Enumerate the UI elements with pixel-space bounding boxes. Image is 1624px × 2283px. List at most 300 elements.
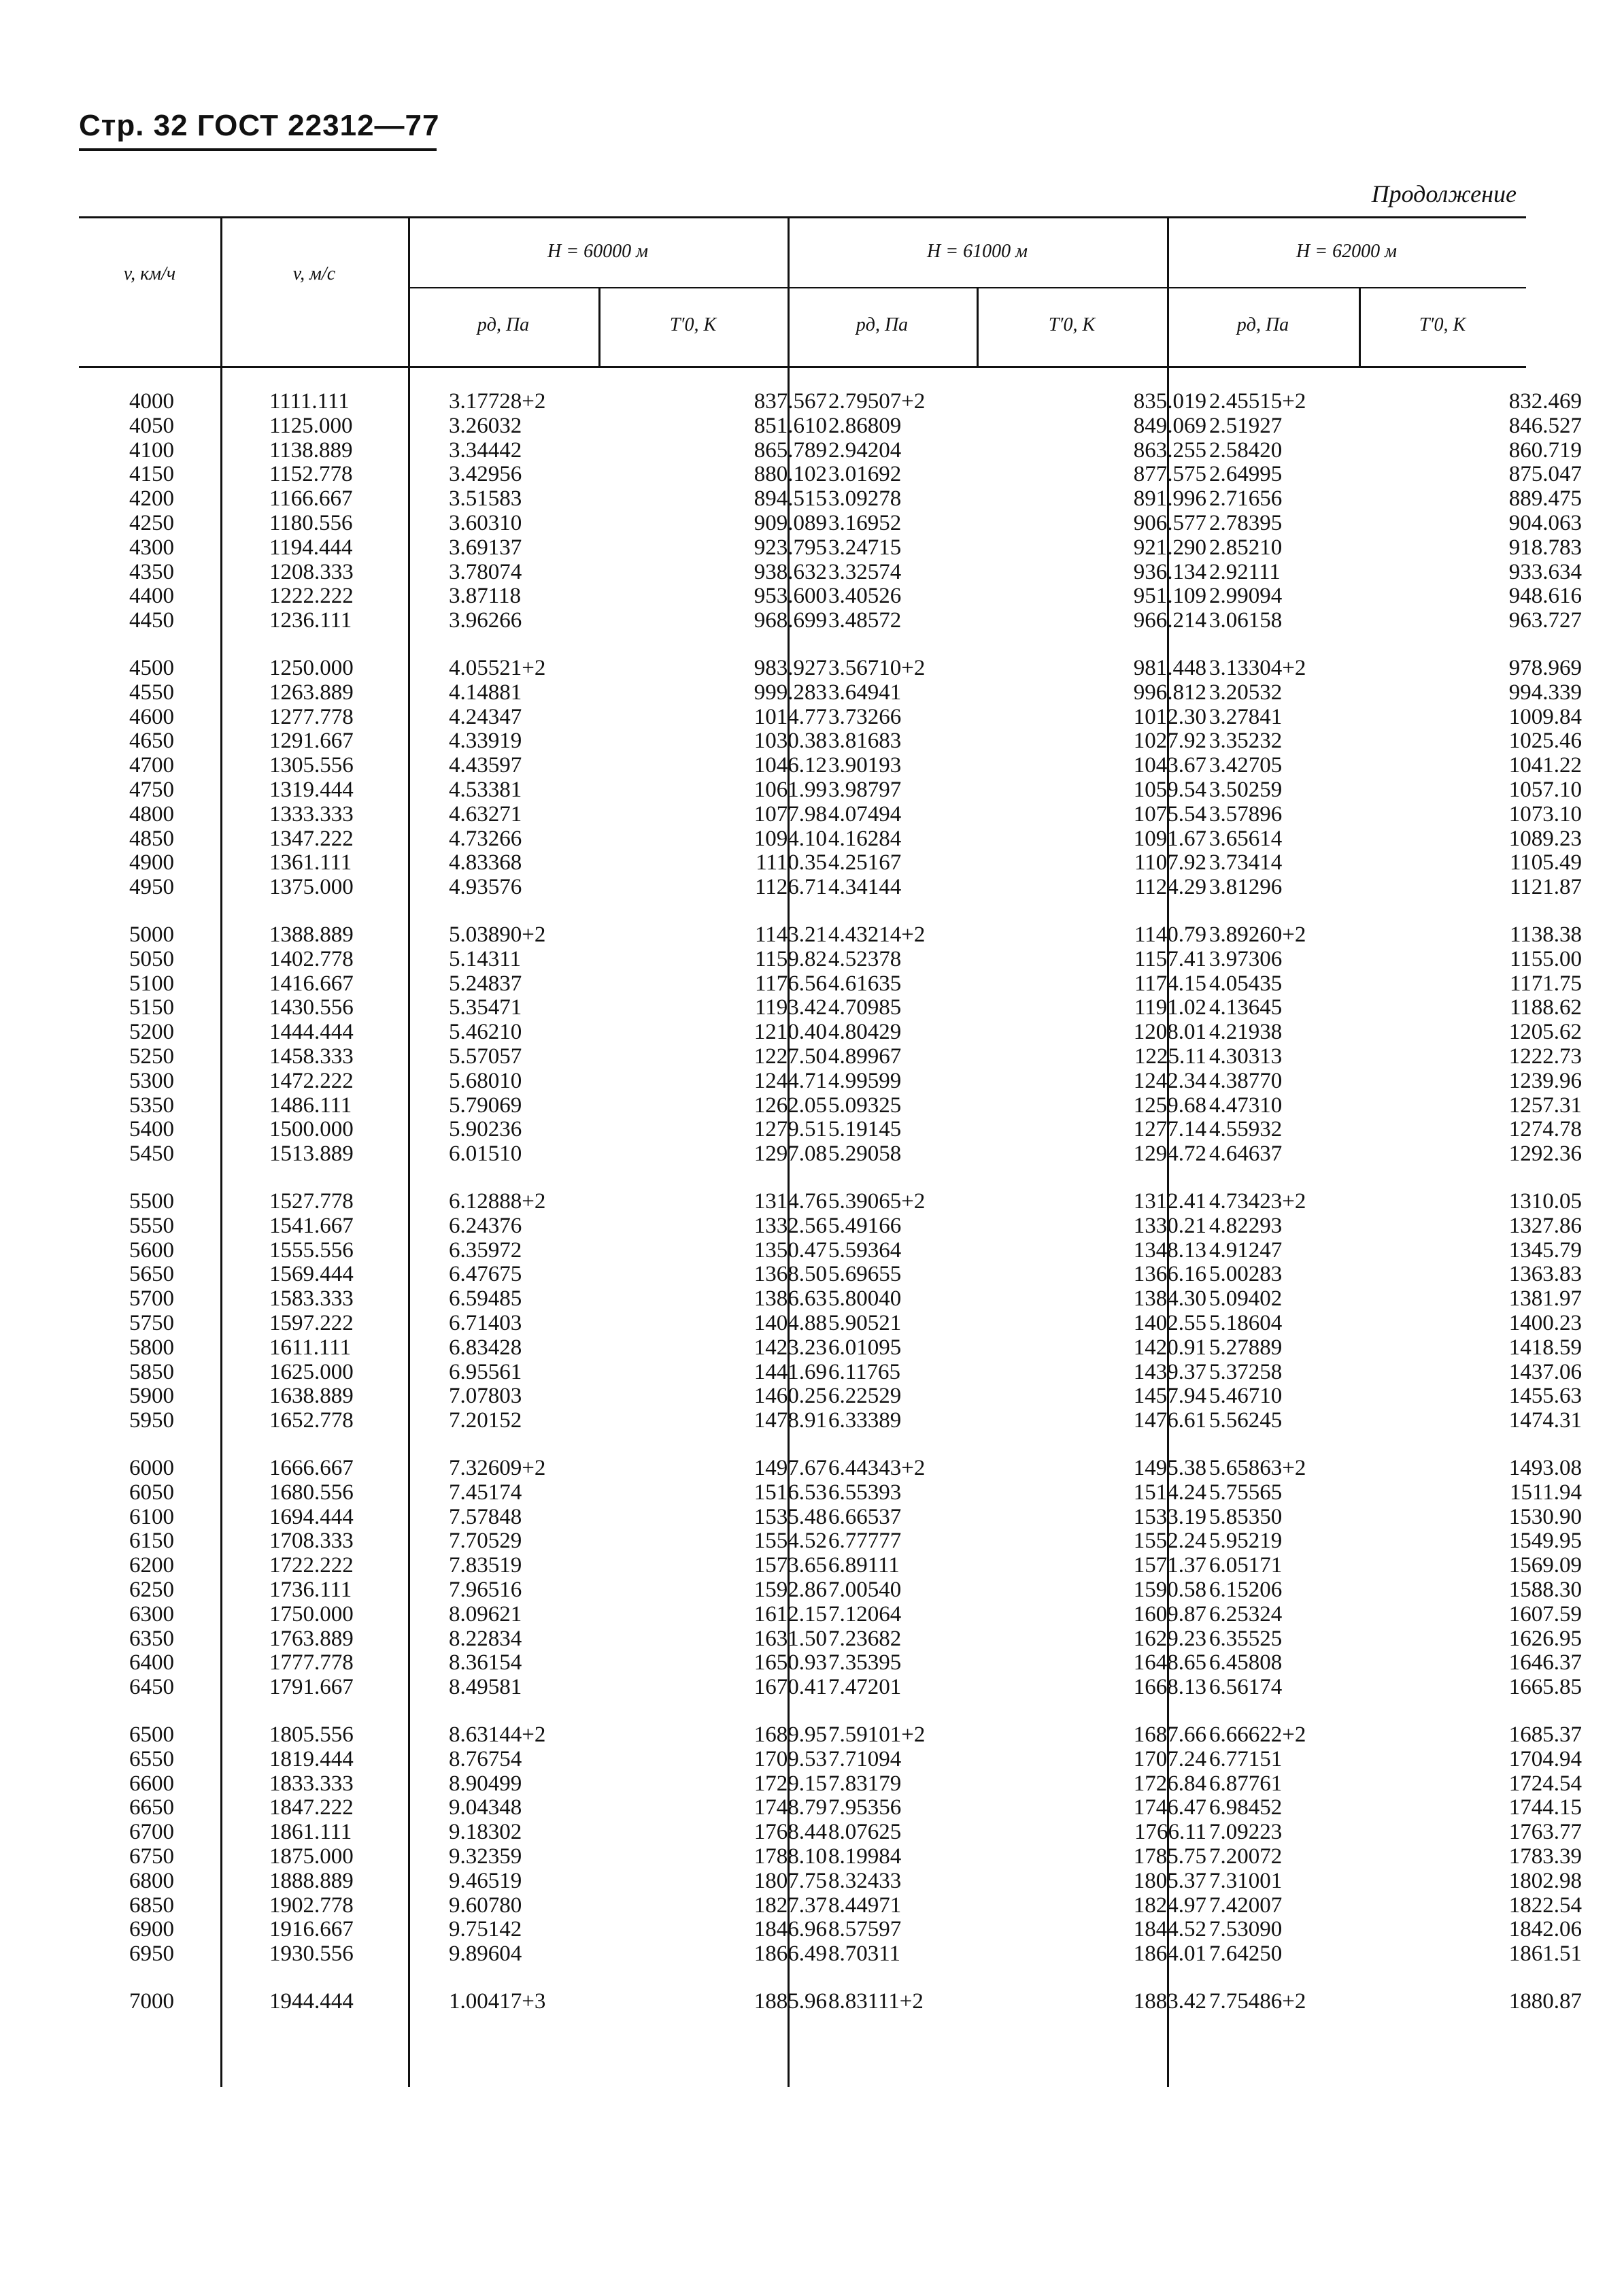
cell-v-ms: 1763.889 — [269, 1626, 354, 1651]
header-group-61000: H = 61000 м — [927, 241, 1028, 262]
cell-v-kmh: 6700 — [129, 1820, 174, 1845]
cell-p-60000: 8.90499 — [449, 1771, 522, 1796]
cell-v-ms: 1319.444 — [269, 778, 354, 802]
cell-p-61000: 8.32433 — [828, 1868, 902, 1893]
header-group-62000: H = 62000 м — [1296, 241, 1397, 262]
table-row — [79, 1456, 1582, 1480]
cell-t-61000: 1294.72 — [1133, 1142, 1206, 1167]
cell-t-61000: 1124.29 — [1134, 875, 1206, 900]
table-row — [79, 462, 1582, 487]
cell-p-61000: 8.07625 — [828, 1820, 902, 1845]
cell-v-ms: 1875.000 — [269, 1844, 354, 1869]
header-v-ms: v, м/с — [292, 263, 336, 284]
cell-p-60000: 6.95561 — [449, 1359, 522, 1384]
cell-t-62000: 1455.63 — [1508, 1384, 1582, 1409]
cell-t-62000: 1138.38 — [1509, 922, 1582, 947]
cell-p-62000: 5.27889 — [1209, 1335, 1283, 1360]
cell-p-62000: 6.25324 — [1209, 1601, 1283, 1627]
cell-v-kmh: 6850 — [129, 1893, 174, 1918]
cell-t-60000: 1497.67 — [754, 1456, 827, 1480]
cell-v-kmh: 6400 — [129, 1650, 174, 1676]
cell-t-60000: 1014.77 — [754, 704, 827, 729]
cell-t-61000: 1439.37 — [1133, 1359, 1206, 1384]
cell-p-60000: 8.36154 — [449, 1650, 522, 1676]
cell-v-ms: 1152.778 — [269, 462, 353, 487]
cell-t-61000: 906.577 — [1133, 511, 1206, 535]
cell-p-61000: 4.70985 — [828, 995, 902, 1020]
cell-v-kmh: 5200 — [129, 1020, 174, 1045]
header-t-62000: T′0, К — [1419, 314, 1466, 335]
cell-t-61000: 1746.47 — [1133, 1795, 1206, 1820]
cell-v-ms: 1777.778 — [269, 1650, 354, 1676]
cell-t-61000: 877.575 — [1133, 462, 1206, 487]
cell-t-61000: 1330.21 — [1133, 1213, 1206, 1238]
table-row — [79, 922, 1582, 947]
table-row — [79, 1189, 1582, 1214]
cell-p-60000: 7.83519 — [449, 1553, 522, 1578]
cell-v-ms: 1513.889 — [269, 1142, 354, 1167]
cell-t-60000: 968.699 — [754, 608, 827, 633]
cell-v-ms: 1444.444 — [269, 1020, 354, 1045]
cell-v-kmh: 6000 — [129, 1456, 174, 1480]
cell-v-ms: 1569.444 — [269, 1262, 354, 1287]
table-row — [79, 826, 1582, 851]
cell-p-60000: 3.51583 — [449, 486, 522, 512]
cell-t-62000: 1292.36 — [1508, 1142, 1582, 1167]
cell-t-62000: 1802.98 — [1508, 1868, 1582, 1893]
cell-v-kmh: 4400 — [129, 584, 174, 609]
cell-t-62000: 1381.97 — [1508, 1286, 1582, 1312]
cell-p-62000: 5.09402 — [1209, 1286, 1283, 1312]
table-row — [79, 535, 1582, 560]
table-row — [79, 680, 1582, 705]
cell-p-61000: 2.94204 — [828, 437, 902, 463]
cell-t-61000: 966.214 — [1133, 608, 1206, 633]
cell-t-61000: 1668.13 — [1133, 1675, 1206, 1700]
table-row — [79, 584, 1582, 609]
cell-v-kmh: 4950 — [129, 875, 174, 900]
cell-t-60000: 1094.10 — [754, 826, 827, 851]
cell-p-60000: 3.42956 — [449, 462, 522, 487]
cell-v-kmh: 6800 — [129, 1868, 174, 1893]
table-row — [79, 1142, 1582, 1167]
table-row — [79, 1553, 1582, 1578]
cell-t-62000: 994.339 — [1508, 680, 1582, 705]
cell-p-60000: 9.75142 — [449, 1917, 522, 1942]
cell-t-60000: 1176.56 — [754, 971, 827, 996]
cell-p-62000: 4.64637 — [1209, 1142, 1283, 1167]
cell-p-60000: 1.00417+3 — [449, 1989, 546, 2014]
cell-p-60000: 3.60310 — [449, 511, 522, 535]
table-row — [79, 1795, 1582, 1820]
cell-p-60000: 9.60780 — [449, 1893, 522, 1918]
cell-t-61000: 951.109 — [1133, 584, 1206, 609]
cell-v-ms: 1527.778 — [269, 1189, 354, 1214]
cell-v-kmh: 4350 — [129, 559, 174, 584]
cell-p-62000: 4.91247 — [1209, 1237, 1283, 1263]
cell-p-62000: 5.75565 — [1209, 1480, 1283, 1505]
cell-t-61000: 1805.37 — [1133, 1868, 1206, 1893]
cell-t-61000: 1883.42 — [1133, 1989, 1206, 2014]
table-row — [79, 1093, 1582, 1118]
table-row — [79, 1989, 1582, 2014]
cell-t-60000: 1460.25 — [754, 1384, 827, 1409]
cell-t-61000: 1366.16 — [1133, 1262, 1206, 1287]
cell-t-62000: 1530.90 — [1508, 1504, 1582, 1529]
cell-v-ms: 1819.444 — [269, 1746, 354, 1771]
cell-t-62000: 1665.85 — [1508, 1675, 1582, 1700]
cell-p-60000: 5.90236 — [449, 1117, 522, 1142]
cell-t-61000: 1571.37 — [1133, 1553, 1206, 1578]
cell-t-62000: 1783.39 — [1508, 1844, 1582, 1869]
cell-t-60000: 1244.71 — [754, 1068, 827, 1093]
cell-t-61000: 1766.11 — [1134, 1820, 1206, 1845]
cell-v-kmh: 5100 — [129, 971, 174, 996]
cell-v-ms: 1652.778 — [269, 1408, 354, 1433]
cell-p-61000: 3.73266 — [828, 704, 902, 729]
cell-p-60000: 8.09621 — [449, 1601, 522, 1627]
cell-t-62000: 1327.86 — [1508, 1213, 1582, 1238]
cell-p-60000: 7.57848 — [449, 1504, 522, 1529]
table-row — [79, 437, 1582, 463]
cell-p-62000: 7.75486+2 — [1209, 1989, 1306, 2014]
cell-p-60000: 4.33919 — [449, 729, 522, 754]
cell-p-61000: 6.22529 — [828, 1384, 902, 1409]
cell-t-61000: 1514.24 — [1133, 1480, 1206, 1505]
cell-p-60000: 5.57057 — [449, 1044, 522, 1069]
cell-p-62000: 2.78395 — [1209, 511, 1283, 535]
cell-p-62000: 5.95219 — [1209, 1529, 1283, 1554]
table-row — [79, 1311, 1582, 1335]
table-top-rule — [79, 216, 1526, 218]
cell-v-kmh: 5600 — [129, 1237, 174, 1263]
cell-v-kmh: 5900 — [129, 1384, 174, 1409]
cell-v-ms: 1888.889 — [269, 1868, 354, 1893]
cell-p-60000: 4.14881 — [449, 680, 522, 705]
cell-p-60000: 9.89604 — [449, 1942, 522, 1967]
cell-t-62000: 1744.15 — [1508, 1795, 1582, 1820]
cell-t-61000: 1043.67 — [1133, 753, 1206, 778]
cell-t-61000: 1844.52 — [1133, 1917, 1206, 1942]
cell-v-kmh: 6950 — [129, 1942, 174, 1967]
cell-p-61000: 7.00540 — [828, 1578, 902, 1602]
cell-t-62000: 1880.87 — [1508, 1989, 1582, 2014]
cell-p-62000: 3.81296 — [1209, 875, 1283, 900]
table-row — [79, 1626, 1582, 1651]
cell-t-62000: 948.616 — [1508, 584, 1582, 609]
cell-v-ms: 1541.667 — [269, 1213, 354, 1238]
cell-t-61000: 863.255 — [1133, 437, 1206, 463]
cell-p-61000: 8.19984 — [828, 1844, 902, 1869]
cell-t-61000: 1225.11 — [1134, 1044, 1206, 1069]
cell-p-62000: 5.85350 — [1209, 1504, 1283, 1529]
cell-v-kmh: 5750 — [129, 1311, 174, 1335]
cell-t-62000: 1257.31 — [1508, 1093, 1582, 1118]
cell-p-61000: 4.52378 — [828, 946, 902, 971]
table-row — [79, 875, 1582, 900]
cell-p-61000: 4.80429 — [828, 1020, 902, 1045]
cell-t-61000: 1457.94 — [1133, 1384, 1206, 1409]
cell-t-60000: 1650.93 — [754, 1650, 827, 1676]
table-row — [79, 559, 1582, 584]
cell-t-61000: 1312.41 — [1133, 1189, 1206, 1214]
cell-v-kmh: 6150 — [129, 1529, 174, 1554]
cell-t-60000: 1670.41 — [754, 1675, 827, 1700]
cell-p-61000: 3.90193 — [828, 753, 902, 778]
cell-v-kmh: 4800 — [129, 801, 174, 827]
cell-p-60000: 9.46519 — [449, 1868, 522, 1893]
cell-t-61000: 1191.02 — [1134, 995, 1206, 1020]
cell-p-61000: 3.40526 — [828, 584, 902, 609]
cell-t-61000: 1012.30 — [1133, 704, 1206, 729]
cell-p-62000: 7.42007 — [1209, 1893, 1283, 1918]
cell-p-62000: 2.85210 — [1209, 535, 1283, 560]
cell-p-62000: 7.09223 — [1209, 1820, 1283, 1845]
cell-t-62000: 1549.95 — [1508, 1529, 1582, 1554]
cell-t-61000: 1864.01 — [1133, 1942, 1206, 1967]
cell-v-kmh: 5500 — [129, 1189, 174, 1214]
cell-p-61000: 5.69655 — [828, 1262, 902, 1287]
cell-t-60000: 1404.88 — [754, 1311, 827, 1335]
cell-p-62000: 6.66622+2 — [1209, 1722, 1306, 1747]
cell-v-ms: 1625.000 — [269, 1359, 354, 1384]
cell-t-60000: 1631.50 — [754, 1626, 827, 1651]
cell-p-61000: 7.83179 — [828, 1771, 902, 1796]
cell-p-62000: 6.35525 — [1209, 1626, 1283, 1651]
table-row — [79, 1675, 1582, 1700]
cell-t-61000: 1384.30 — [1133, 1286, 1206, 1312]
cell-p-60000: 8.76754 — [449, 1746, 522, 1771]
cell-t-62000: 846.527 — [1508, 413, 1582, 438]
cell-t-61000: 1259.68 — [1133, 1093, 1206, 1118]
cell-v-kmh: 5250 — [129, 1044, 174, 1069]
cell-p-61000: 4.07494 — [828, 801, 902, 827]
cell-v-kmh: 6600 — [129, 1771, 174, 1796]
table-row — [79, 486, 1582, 512]
cell-v-ms: 1666.667 — [269, 1456, 354, 1480]
cell-p-61000: 3.56710+2 — [828, 656, 926, 680]
cell-t-61000: 1140.79 — [1134, 922, 1206, 947]
cell-v-kmh: 5850 — [129, 1359, 174, 1384]
cell-p-62000: 7.53090 — [1209, 1917, 1283, 1942]
table-row — [79, 656, 1582, 680]
table-row — [79, 704, 1582, 729]
table-row — [79, 1359, 1582, 1384]
cell-t-62000: 1274.78 — [1508, 1117, 1582, 1142]
cell-p-60000: 3.78074 — [449, 559, 522, 584]
cell-v-kmh: 6650 — [129, 1795, 174, 1820]
cell-t-60000: 953.600 — [754, 584, 827, 609]
cell-v-ms: 1375.000 — [269, 875, 354, 900]
table-row — [79, 778, 1582, 802]
cell-v-ms: 1236.111 — [269, 608, 352, 633]
table-row — [79, 1722, 1582, 1747]
cell-t-62000: 1089.23 — [1508, 826, 1582, 851]
cell-p-61000: 4.99599 — [828, 1068, 902, 1093]
cell-t-60000: 1332.56 — [754, 1213, 827, 1238]
cell-p-62000: 5.18604 — [1209, 1311, 1283, 1335]
cell-v-kmh: 5550 — [129, 1213, 174, 1238]
table-row — [79, 608, 1582, 633]
cell-p-62000: 3.42705 — [1209, 753, 1283, 778]
cell-t-62000: 1155.00 — [1509, 946, 1582, 971]
cell-t-62000: 1239.96 — [1508, 1068, 1582, 1093]
cell-t-60000: 1159.82 — [754, 946, 827, 971]
cell-p-60000: 7.20152 — [449, 1408, 522, 1433]
cell-v-kmh: 4750 — [129, 778, 174, 802]
header-t-61000: T′0, К — [1048, 314, 1096, 335]
cell-p-60000: 8.22834 — [449, 1626, 522, 1651]
cell-v-ms: 1944.444 — [269, 1989, 354, 2014]
cell-p-60000: 4.63271 — [449, 801, 522, 827]
cell-v-ms: 1805.556 — [269, 1722, 354, 1747]
cell-p-61000: 5.59364 — [828, 1237, 902, 1263]
cell-t-60000: 1262.05 — [754, 1093, 827, 1118]
cell-p-60000: 8.49581 — [449, 1675, 522, 1700]
cell-t-61000: 1091.67 — [1133, 826, 1206, 851]
cell-p-61000: 3.24715 — [828, 535, 902, 560]
cell-p-60000: 3.26032 — [449, 413, 522, 438]
cell-t-60000: 1885.96 — [754, 1989, 827, 2014]
cell-t-62000: 832.469 — [1508, 389, 1582, 414]
cell-p-60000: 5.68010 — [449, 1068, 522, 1093]
header-bottom-rule — [79, 366, 1526, 368]
table-row — [79, 511, 1582, 535]
table-row — [79, 1480, 1582, 1505]
cell-t-61000: 1027.92 — [1133, 729, 1206, 754]
cell-t-61000: 1075.54 — [1133, 801, 1206, 827]
cell-v-ms: 1500.000 — [269, 1117, 354, 1142]
cell-p-62000: 6.87761 — [1209, 1771, 1283, 1796]
header-rule — [79, 148, 437, 151]
cell-p-62000: 4.82293 — [1209, 1213, 1283, 1238]
cell-t-62000: 1724.54 — [1508, 1771, 1582, 1796]
cell-v-kmh: 5700 — [129, 1286, 174, 1312]
cell-v-kmh: 4600 — [129, 704, 174, 729]
cell-v-kmh: 5350 — [129, 1093, 174, 1118]
cell-t-60000: 1768.44 — [754, 1820, 827, 1845]
cell-v-kmh: 4550 — [129, 680, 174, 705]
cell-t-60000: 1030.38 — [754, 729, 827, 754]
cell-p-61000: 6.77777 — [828, 1529, 902, 1554]
cell-t-60000: 1279.51 — [754, 1117, 827, 1142]
cell-t-61000: 1533.19 — [1133, 1504, 1206, 1529]
cell-p-61000: 5.90521 — [828, 1311, 902, 1335]
cell-p-62000: 6.15206 — [1209, 1578, 1283, 1602]
cell-p-62000: 4.73423+2 — [1209, 1189, 1306, 1214]
header-v-kmh: v, км/ч — [123, 263, 176, 284]
cell-t-62000: 1704.94 — [1508, 1746, 1582, 1771]
cell-p-60000: 7.45174 — [449, 1480, 522, 1505]
cell-p-61000: 7.23682 — [828, 1626, 902, 1651]
cell-p-61000: 7.71094 — [828, 1746, 902, 1771]
cell-t-60000: 1193.42 — [754, 995, 827, 1020]
cell-v-ms: 1611.111 — [269, 1335, 352, 1360]
cell-t-61000: 1590.58 — [1133, 1578, 1206, 1602]
cell-p-62000: 3.06158 — [1209, 608, 1283, 633]
cell-v-kmh: 4450 — [129, 608, 174, 633]
cell-p-61000: 2.79507+2 — [828, 389, 926, 414]
cell-v-kmh: 4300 — [129, 535, 174, 560]
cell-t-61000: 921.290 — [1133, 535, 1206, 560]
cell-v-ms: 1125.000 — [269, 413, 353, 438]
cell-p-62000: 3.73414 — [1209, 850, 1283, 876]
cell-t-61000: 1495.38 — [1133, 1456, 1206, 1480]
cell-t-62000: 1861.51 — [1508, 1942, 1582, 1967]
table-row — [79, 1746, 1582, 1771]
cell-t-62000: 1041.22 — [1508, 753, 1582, 778]
cell-p-60000: 5.79069 — [449, 1093, 522, 1118]
cell-p-60000: 3.87118 — [449, 584, 522, 609]
cell-p-62000: 6.45808 — [1209, 1650, 1283, 1676]
cell-t-62000: 1009.84 — [1508, 704, 1582, 729]
cell-t-62000: 1646.37 — [1508, 1650, 1582, 1676]
cell-t-60000: 1423.23 — [754, 1335, 827, 1360]
cell-p-60000: 4.24347 — [449, 704, 522, 729]
cell-p-60000: 3.96266 — [449, 608, 522, 633]
cell-p-61000: 7.35395 — [828, 1650, 902, 1676]
cell-v-kmh: 4900 — [129, 850, 174, 876]
cell-v-kmh: 4100 — [129, 437, 174, 463]
table-row — [79, 1917, 1582, 1942]
cell-t-60000: 1846.96 — [754, 1917, 827, 1942]
cell-v-ms: 1736.111 — [269, 1578, 352, 1602]
cell-t-60000: 1227.50 — [754, 1044, 827, 1069]
cell-p-61000: 6.11765 — [828, 1359, 901, 1384]
cell-p-61000: 3.01692 — [828, 462, 902, 487]
cell-p-60000: 6.83428 — [449, 1335, 522, 1360]
cell-v-ms: 1458.333 — [269, 1044, 354, 1069]
cell-t-62000: 1205.62 — [1508, 1020, 1582, 1045]
cell-p-61000: 8.57597 — [828, 1917, 902, 1942]
cell-p-62000: 7.64250 — [1209, 1942, 1283, 1967]
table-row — [79, 389, 1582, 414]
cell-p-60000: 4.05521+2 — [449, 656, 546, 680]
cell-t-62000: 1418.59 — [1508, 1335, 1582, 1360]
cell-t-60000: 1210.40 — [754, 1020, 827, 1045]
cell-v-kmh: 4200 — [129, 486, 174, 512]
cell-p-62000: 3.20532 — [1209, 680, 1283, 705]
cell-p-61000: 4.61635 — [828, 971, 902, 996]
cell-t-60000: 1061.99 — [754, 778, 827, 802]
cell-t-60000: 1807.75 — [754, 1868, 827, 1893]
cell-p-62000: 2.58420 — [1209, 437, 1283, 463]
table-row — [79, 1044, 1582, 1069]
cell-v-kmh: 4850 — [129, 826, 174, 851]
cell-p-60000: 6.24376 — [449, 1213, 522, 1238]
cell-p-60000: 5.35471 — [449, 995, 522, 1020]
cell-t-61000: 1552.24 — [1133, 1529, 1206, 1554]
cell-v-kmh: 6200 — [129, 1553, 174, 1578]
cell-t-60000: 983.927 — [754, 656, 827, 680]
cell-t-60000: 1592.86 — [754, 1578, 827, 1602]
cell-v-ms: 1402.778 — [269, 946, 354, 971]
cell-t-60000: 865.789 — [754, 437, 827, 463]
cell-t-61000: 1476.61 — [1133, 1408, 1206, 1433]
cell-v-ms: 1472.222 — [269, 1068, 354, 1093]
cell-t-60000: 894.515 — [754, 486, 827, 512]
cell-p-62000: 3.27841 — [1209, 704, 1283, 729]
table-row — [79, 1384, 1582, 1409]
cell-p-60000: 4.93576 — [449, 875, 522, 900]
cell-p-61000: 3.48572 — [828, 608, 902, 633]
table-row — [79, 995, 1582, 1020]
cell-t-61000: 849.069 — [1133, 413, 1206, 438]
cell-t-61000: 1208.01 — [1133, 1020, 1206, 1045]
cell-p-60000: 7.32609+2 — [449, 1456, 546, 1480]
cell-v-ms: 1680.556 — [269, 1480, 354, 1505]
cell-t-61000: 981.448 — [1133, 656, 1206, 680]
